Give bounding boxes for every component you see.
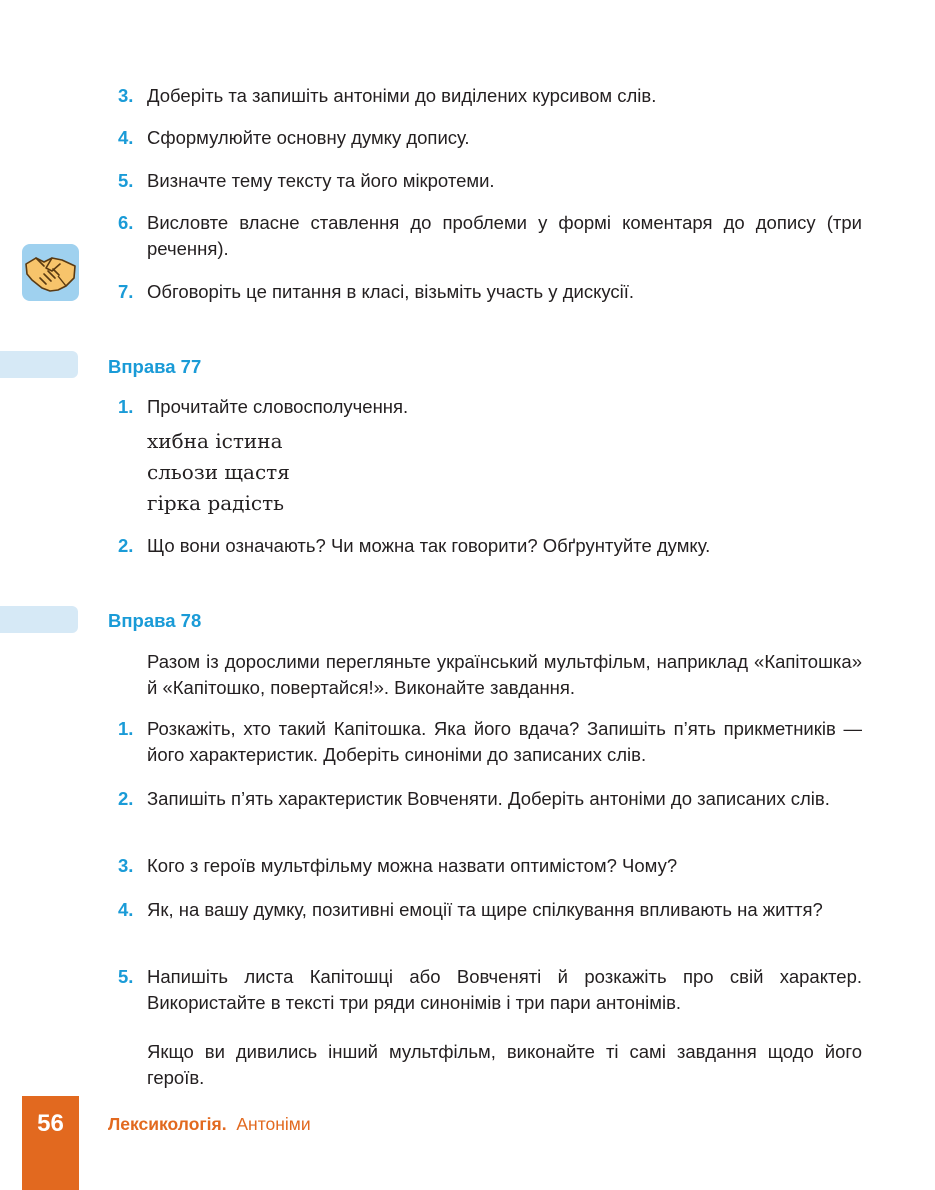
exercise-78-title: Вправа 78 [108, 610, 202, 631]
section-tab [0, 351, 78, 378]
task-item [118, 897, 862, 923]
exercise-77-title: Вправа 77 [108, 356, 202, 377]
task-item [118, 533, 862, 559]
task-number: 1. [118, 396, 134, 417]
task-text: Визначте тему тексту та його мікротеми. [147, 170, 495, 191]
task-text: Напишіть листа Капітошці або Вовченяті й розкажіть про свій характер. Використайте в тексті три ряди синонімів і три пари антонімів. [147, 966, 862, 1013]
task-item [118, 83, 862, 109]
task-text: Прочитайте словосполучення. [147, 396, 409, 417]
task-text: Запишіть п’ять характеристик Вовченяти. Доберіть антоніми до записаних слів. [147, 788, 830, 809]
task-item [118, 964, 862, 1016]
task-number: 6. [118, 212, 134, 233]
task-item [118, 125, 862, 151]
task-item [118, 210, 862, 262]
task-text: Сформулюйте основну думку допису. [147, 127, 470, 148]
task-text: Доберіть та запишіть антоніми до виділених курсивом слів. [147, 85, 657, 106]
phrase: сльози щастя [147, 460, 290, 484]
task-number: 4. [118, 127, 134, 148]
task-text: Як, на вашу думку, позитивні емоції та щире спілкування впливають на життя? [147, 899, 823, 920]
task-item [118, 168, 862, 194]
running-footer [108, 1114, 311, 1135]
task-number: 4. [118, 899, 134, 920]
task-number: 5. [118, 170, 134, 191]
footer-topic: Антоніми [236, 1114, 311, 1134]
task-number: 1. [118, 718, 134, 739]
task-number: 7. [118, 281, 134, 302]
task-text: Висловте власне ставлення до проблеми у формі коментаря до допису (три речення). [147, 212, 862, 259]
exercise-outro: Якщо ви дивились інший мультфільм, виконайте ті самі завдання щодо його героїв. [147, 1041, 862, 1088]
task-item [118, 853, 862, 879]
task-item [118, 394, 862, 420]
task-number: 2. [118, 535, 134, 556]
phrase: гірка радість [147, 491, 285, 515]
task-number: 2. [118, 788, 134, 809]
exercise-intro: Разом із дорослими перегляньте український мультфільм, наприклад «Капітошка» й «Капітошко, повертайся!». Виконайте завдання. [147, 651, 862, 698]
task-item [118, 716, 862, 768]
task-text: Обговоріть це питання в класі, візьміть участь у дискусії. [147, 281, 635, 302]
task-text: Що вони означають? Чи можна так говорити? Обґрунтуйте думку. [147, 535, 711, 556]
footer-section: Лексикологія. [108, 1114, 227, 1134]
task-text: Розкажіть, хто такий Капітошка. Яка його вдача? Запишіть п’ять прикметників — його характеристик. Доберіть синоніми до записаних слів. [147, 718, 862, 765]
task-text: Кого з героїв мультфільму можна назвати оптимістом? Чому? [147, 855, 678, 876]
phrase: хибна істина [147, 429, 283, 453]
task-number: 3. [118, 855, 134, 876]
handshake-icon [22, 244, 79, 301]
task-item [118, 279, 862, 305]
task-number: 3. [118, 85, 134, 106]
section-tab [0, 606, 78, 633]
page-number: 56 [37, 1110, 64, 1137]
task-number: 5. [118, 966, 134, 987]
task-item [118, 786, 862, 812]
